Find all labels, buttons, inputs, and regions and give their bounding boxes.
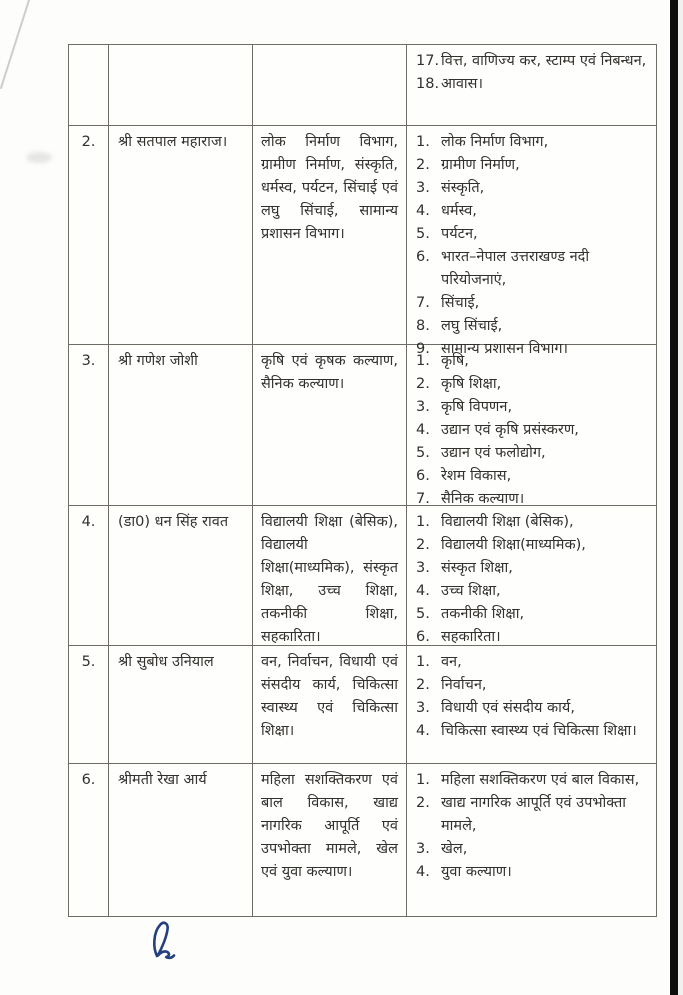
serial-cell: 3. — [69, 345, 109, 505]
scan-edge-strip — [670, 0, 678, 995]
department-item — [416, 396, 650, 419]
charge-summary: महिला सशक्तिकरण एवं बाल विकास, खाद्य नागरिक आपूर्ति एवं उपभोक्ता मामले, खेल एवं युवा कल्याण। — [253, 764, 407, 916]
department-item — [416, 73, 650, 96]
department-number: 8. — [416, 318, 430, 334]
charge-summary: कृषि एवं कृषक कल्याण, सैनिक कल्याण। — [253, 345, 407, 505]
scan-edge-sliver — [678, 0, 683, 995]
department-number: 2. — [416, 376, 430, 392]
department-text: वित्त, वाणिज्य कर, स्टाम्प एवं निबन्धन, — [441, 53, 647, 69]
minister-name — [109, 45, 253, 125]
charge-summary — [253, 45, 407, 125]
department-item — [416, 200, 650, 223]
department-text: चिकित्सा स्वास्थ्य एवं चिकित्सा शिक्षा। — [441, 723, 637, 739]
department-number: 7. — [416, 491, 430, 507]
department-text: भारत–नेपाल उत्तराखण्ड नदी परियोजनाएं, — [441, 249, 590, 288]
department-number: 3. — [416, 399, 430, 415]
department-number: 6. — [416, 468, 430, 484]
table-row — [69, 45, 656, 126]
department-item — [416, 154, 650, 177]
department-number: 5. — [416, 445, 430, 461]
department-item — [416, 131, 650, 154]
table-row — [69, 646, 656, 764]
department-text: पर्यटन, — [441, 226, 478, 242]
department-item — [416, 769, 650, 792]
department-text: महिला सशक्तिकरण एवं बाल विकास, — [441, 772, 640, 788]
department-number: 1. — [416, 772, 430, 788]
minister-name: श्री सुबोध उनियाल — [109, 646, 253, 763]
minister-name: श्री गणेश जोशी — [109, 345, 253, 505]
department-text: कृषि विपणन, — [441, 399, 513, 415]
department-text: खेल, — [441, 841, 468, 857]
department-text: निर्वाचन, — [441, 677, 487, 693]
scan-crease-mark — [0, 0, 30, 89]
department-text: युवा कल्याण। — [441, 864, 512, 880]
department-number: 1. — [416, 654, 430, 670]
department-item — [416, 292, 650, 315]
department-item — [416, 792, 650, 838]
department-text: वन, — [441, 654, 462, 670]
department-item — [416, 534, 650, 557]
department-number: 3. — [416, 560, 430, 576]
department-text: उद्यान एवं फलोद्योग, — [441, 445, 546, 461]
department-text: कृषि, — [441, 353, 469, 369]
department-list — [407, 506, 656, 645]
department-text: सैनिक कल्याण। — [441, 491, 525, 507]
serial-cell: 5. — [69, 646, 109, 763]
department-item — [416, 50, 650, 73]
department-text: धर्मस्व, — [441, 203, 477, 219]
department-item — [416, 223, 650, 246]
department-text: सामान्य प्रशासन विभाग। — [441, 341, 569, 357]
department-item — [416, 557, 650, 580]
department-text: विद्यालयी शिक्षा (बेसिक), — [441, 514, 574, 530]
department-number: 2. — [416, 795, 430, 811]
department-number: 2. — [416, 157, 430, 173]
ministers-portfolio-table — [68, 44, 657, 917]
department-text: खाद्य नागरिक आपूर्ति एवं उपभोक्ता मामले, — [441, 795, 627, 834]
department-item — [416, 373, 650, 396]
department-text: उच्च शिक्षा, — [441, 583, 501, 599]
department-item — [416, 350, 650, 373]
department-list — [407, 126, 656, 357]
department-text: विद्यालयी शिक्षा(माध्यमिक), — [441, 537, 586, 553]
department-number: 4. — [416, 203, 430, 219]
department-number: 4. — [416, 422, 430, 438]
department-item — [416, 315, 650, 338]
department-number: 2. — [416, 677, 430, 693]
department-number: 3. — [416, 841, 430, 857]
table-row — [69, 345, 656, 506]
table-row — [69, 126, 656, 357]
department-number: 3. — [416, 180, 430, 196]
department-text: संस्कृति, — [441, 180, 485, 196]
department-item — [416, 580, 650, 603]
table-row — [69, 506, 656, 646]
department-text: रेशम विकास, — [441, 468, 512, 484]
department-list — [407, 764, 656, 916]
department-text: सहकारिता। — [441, 629, 501, 645]
department-number: 6. — [416, 629, 430, 645]
department-number: 4. — [416, 583, 430, 599]
department-number: 3. — [416, 700, 430, 716]
serial-cell: 2. — [69, 126, 109, 344]
department-item — [416, 419, 650, 442]
department-item — [416, 674, 650, 697]
department-text: ग्रामीण निर्माण, — [441, 157, 520, 173]
minister-name: श्रीमती रेखा आर्य — [109, 764, 253, 916]
department-number: 6. — [416, 249, 430, 265]
department-number: 9. — [416, 341, 430, 357]
table-row — [69, 764, 656, 916]
serial-cell — [69, 45, 109, 125]
department-item — [416, 651, 650, 674]
department-number: 4. — [416, 864, 430, 880]
charge-summary: वन, निर्वाचन, विधायी एवं संसदीय कार्य, चिकित्सा स्वास्थ्य एवं चिकित्सा शिक्षा। — [253, 646, 407, 763]
department-number: 1. — [416, 514, 430, 530]
department-text: संस्कृत शिक्षा, — [441, 560, 513, 576]
signature-initial-icon — [146, 918, 184, 968]
department-number: 17. — [416, 53, 440, 69]
serial-cell: 4. — [69, 506, 109, 645]
department-number: 4. — [416, 723, 430, 739]
department-list — [407, 345, 656, 505]
department-number: 1. — [416, 353, 430, 369]
department-number: 5. — [416, 226, 430, 242]
minister-name: (डा0) धन सिंह रावत — [109, 506, 253, 645]
department-list — [407, 646, 656, 763]
minister-name: श्री सतपाल महाराज। — [109, 126, 253, 344]
department-number: 1. — [416, 134, 430, 150]
department-number: 2. — [416, 537, 430, 553]
charge-summary: विद्यालयी शिक्षा (बेसिक), विद्यालयी शिक्षा(माध्यमिक), संस्कृत शिक्षा, उच्च शिक्षा, तकनीकी शिक्षा, सहकारिता। — [253, 506, 407, 645]
scan-smudge — [26, 152, 52, 163]
department-item — [416, 720, 650, 743]
department-item — [416, 465, 650, 488]
department-number: 7. — [416, 295, 430, 311]
department-item — [416, 442, 650, 465]
department-item — [416, 861, 650, 884]
department-item — [416, 697, 650, 720]
department-item — [416, 177, 650, 200]
department-text: तकनीकी शिक्षा, — [441, 606, 525, 622]
department-number: 5. — [416, 606, 430, 622]
department-text: आवास। — [441, 76, 483, 92]
serial-cell: 6. — [69, 764, 109, 916]
department-number: 18. — [416, 76, 440, 92]
department-item — [416, 511, 650, 534]
department-text: लोक निर्माण विभाग, — [441, 134, 549, 150]
department-text: उद्यान एवं कृषि प्रसंस्करण, — [441, 422, 579, 438]
department-text: विधायी एवं संसदीय कार्य, — [441, 700, 575, 716]
department-item — [416, 246, 650, 292]
department-item — [416, 603, 650, 626]
department-text: सिंचाई, — [441, 295, 480, 311]
department-text: कृषि शिक्षा, — [441, 376, 502, 392]
department-item — [416, 838, 650, 861]
department-list — [407, 45, 656, 125]
department-text: लघु सिंचाई, — [441, 318, 503, 334]
charge-summary: लोक निर्माण विभाग, ग्रामीण निर्माण, संस्कृति, धर्मस्व, पर्यटन, सिंचाई एवं लघु सिंचाई, सामान्य प्रशासन विभाग। — [253, 126, 407, 344]
